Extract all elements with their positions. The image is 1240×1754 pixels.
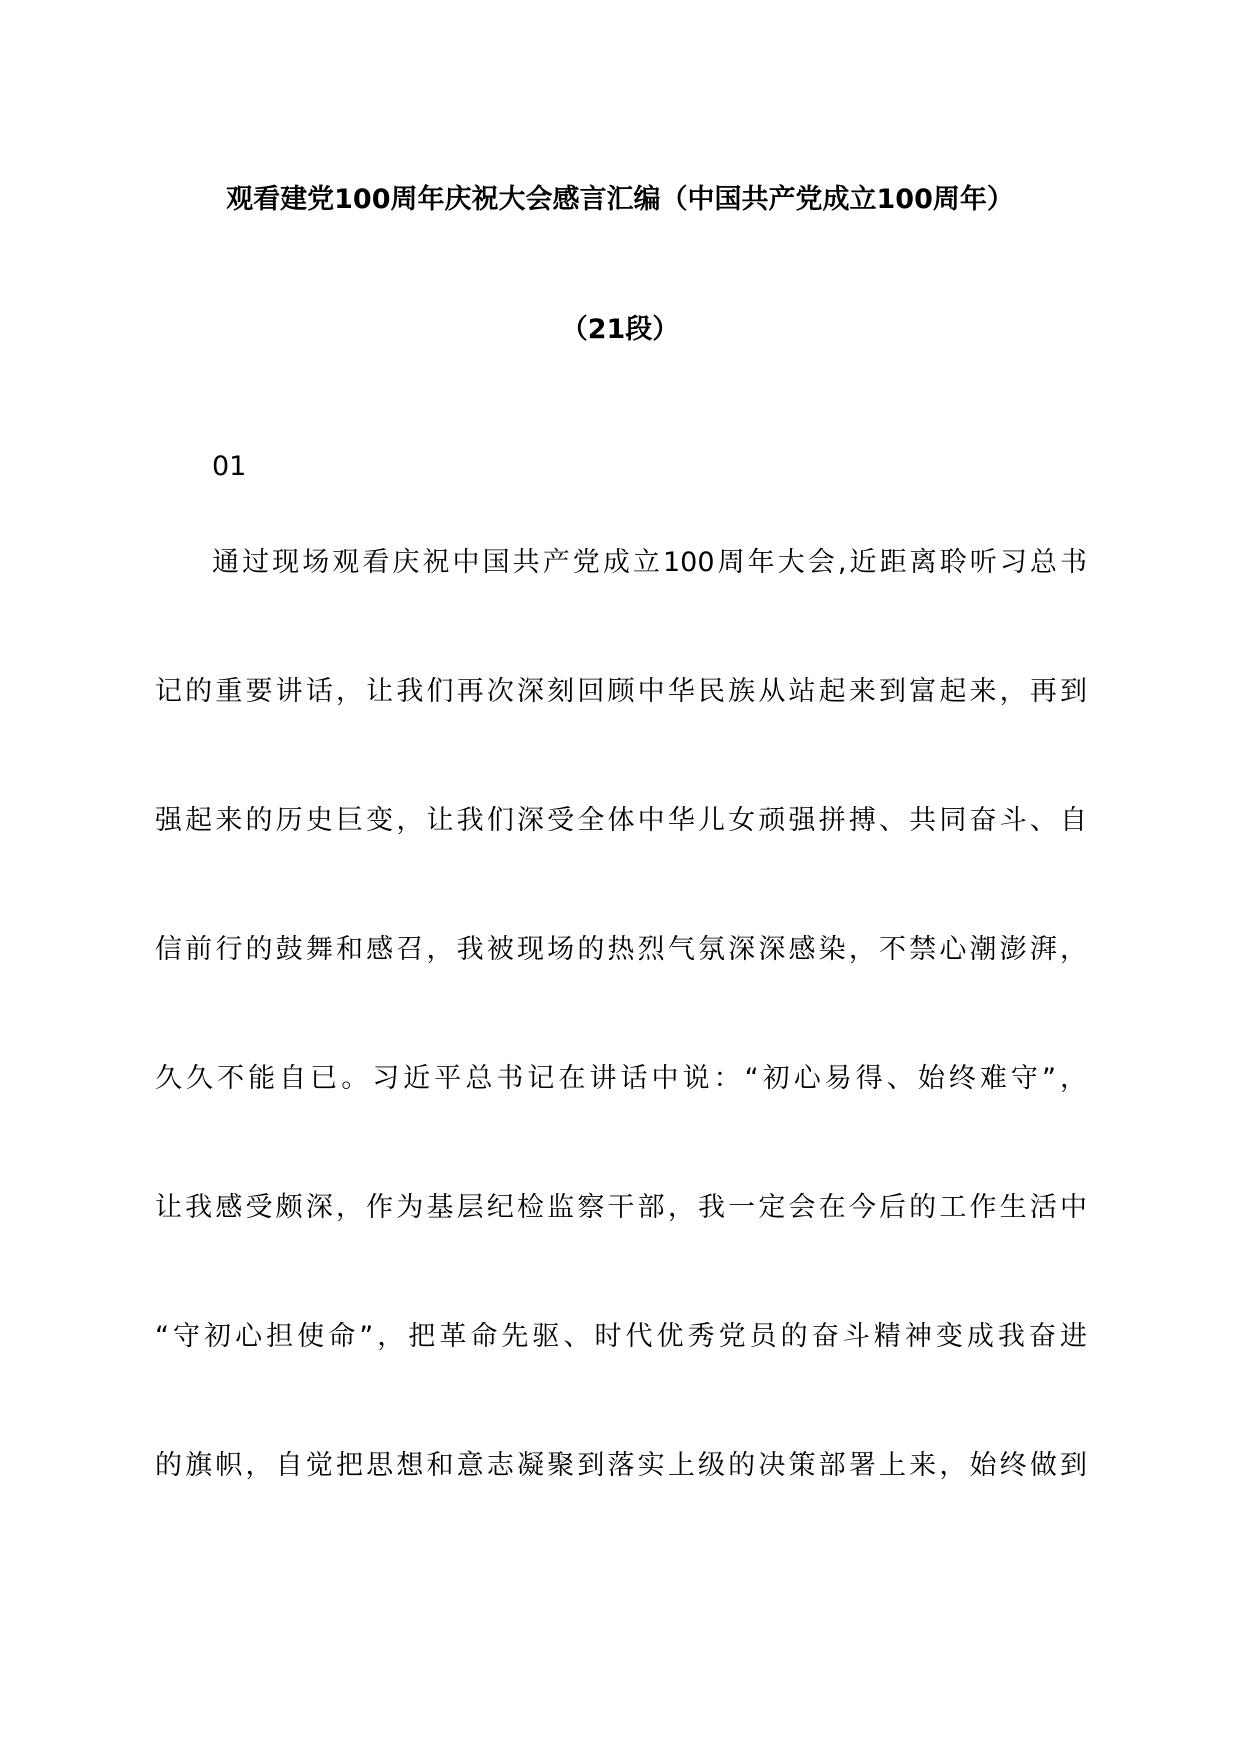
- paragraph-line: 强起来的历史巨变，让我们深受全体中华儿女顽强拼搏、共同奋斗、自: [155, 805, 1087, 836]
- paragraph-line: 久久不能自已。习近平总书记在讲话中说：“初心易得、始终难守”，: [155, 1063, 1087, 1094]
- paragraph-line: 让我感受颇深，作为基层纪检监察干部，我一定会在今后的工作生活中: [155, 1192, 1087, 1223]
- section-number: 01: [212, 451, 247, 482]
- paragraph-line: 的旗帜，自觉把思想和意志凝聚到落实上级的决策部署上来，始终做到: [155, 1450, 1087, 1481]
- paragraph-line: 通过现场观看庆祝中国共产党成立100周年大会,近距离聆听习总书: [212, 547, 1087, 578]
- document-subtitle: （21段）: [560, 314, 680, 345]
- paragraph-line: “守初心担使命”，把革命先驱、时代优秀党员的奋斗精神变成我奋进: [155, 1321, 1087, 1352]
- paragraph-line: 信前行的鼓舞和感召，我被现场的热烈气氛深深感染，不禁心潮澎湃，: [155, 934, 1087, 965]
- document-title: 观看建党100周年庆祝大会感言汇编（中国共产党成立100周年）: [226, 184, 1014, 215]
- paragraph-line: 记的重要讲话，让我们再次深刻回顾中华民族从站起来到富起来，再到: [155, 676, 1087, 707]
